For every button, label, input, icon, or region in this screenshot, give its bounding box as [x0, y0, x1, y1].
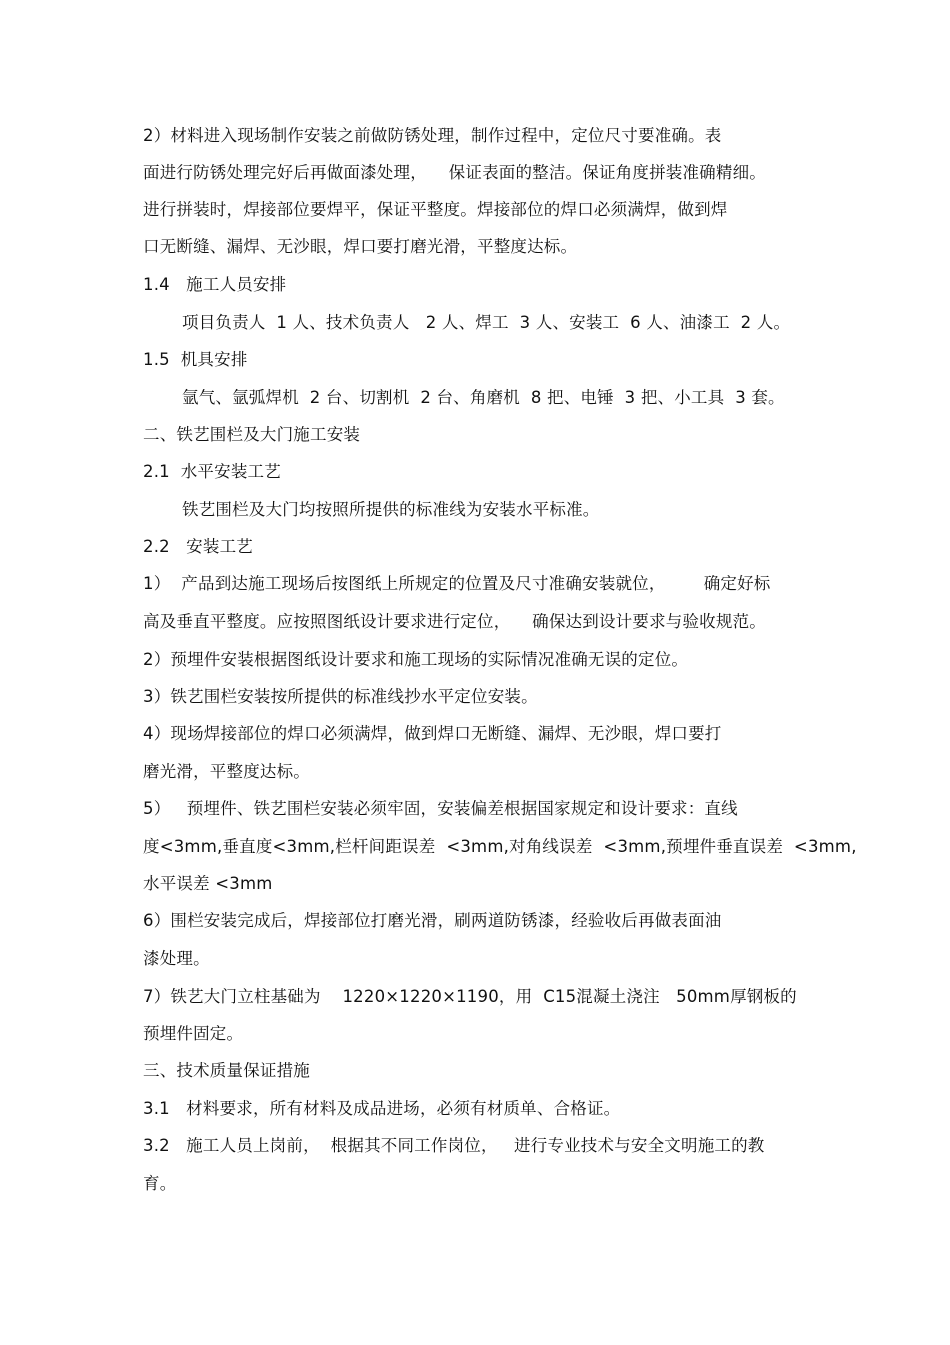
chapter-heading: 二、铁艺围栏及大门施工安装: [143, 425, 361, 444]
text-line: 5） 预埋件、铁艺围栏安装必须牢固，安装偏差根据国家规定和设计要求：直线: [143, 799, 738, 818]
text-line: 3）铁艺围栏安装按所提供的标准线抄水平定位安装。: [143, 687, 538, 706]
section-heading: 1.4 施工人员安排: [143, 275, 287, 294]
text-line: 预埋件固定。: [143, 1024, 244, 1043]
text-line: 氩气、氩弧焊机 2 台、切割机 2 台、角磨机 8 把、电锤 3 把、小工具 3 套。: [182, 388, 785, 407]
text-line: 4）现场焊接部位的焊口必须满焊，做到焊口无断缝、漏焊、无沙眼，焊口要打: [143, 724, 722, 743]
text-line: 6）围栏安装完成后，焊接部位打磨光滑，刷两道防锈漆，经验收后再做表面油: [143, 911, 722, 930]
text-line: 高及垂直平整度。应按照图纸设计要求进行定位， 确保达到设计要求与验收规范。: [143, 612, 766, 631]
text-line: 育。: [143, 1174, 177, 1193]
text-line: 水平误差 <3mm: [143, 874, 273, 893]
text-line: 漆处理。: [143, 949, 210, 968]
text-line: 2）预埋件安装根据图纸设计要求和施工现场的实际情况准确无误的定位。: [143, 650, 689, 669]
text-line: 3.2 施工人员上岗前， 根据其不同工作岗位， 进行专业技术与安全文明施工的教: [143, 1136, 765, 1155]
section-heading: 1.5 机具安排: [143, 350, 248, 369]
section-heading: 2.1 水平安装工艺: [143, 462, 281, 481]
text-line: 面进行防锈处理完好后再做面漆处理， 保证表面的整洁。保证角度拼装准确精细。: [143, 163, 766, 182]
text-line: 项目负责人 1 人、技术负责人 2 人、焊工 3 人、安装工 6 人、油漆工 2 人。: [182, 313, 791, 332]
text-line: 磨光滑，平整度达标。: [143, 762, 310, 781]
text-line: 2）材料进入现场制作安装之前做防锈处理，制作过程中，定位尺寸要准确。表: [143, 126, 722, 145]
text-line: 进行拼装时，焊接部位要焊平，保证平整度。焊接部位的焊口必须满焊，做到焊: [143, 200, 728, 219]
text-line: 度<3mm,垂直度<3mm,栏杆间距误差 <3mm,对角线误差 <3mm,预埋件垂直误差 <3mm,: [143, 837, 857, 856]
text-line: 铁艺围栏及大门均按照所提供的标准线为安装水平标准。: [182, 500, 600, 519]
chapter-heading: 三、技术质量保证措施: [143, 1061, 310, 1080]
text-line: 1） 产品到达施工现场后按图纸上所规定的位置及尺寸准确安装就位， 确定好标: [143, 574, 771, 593]
text-line: 7）铁艺大门立柱基础为 1220×1220×1190，用 C15混凝土浇注 50mm厚钢板的: [143, 987, 797, 1006]
section-heading: 2.2 安装工艺: [143, 537, 253, 556]
text-line: 3.1 材料要求，所有材料及成品进场，必须有材质单、合格证。: [143, 1099, 621, 1118]
text-line: 口无断缝、漏焊、无沙眼，焊口要打磨光滑，平整度达标。: [143, 237, 578, 256]
